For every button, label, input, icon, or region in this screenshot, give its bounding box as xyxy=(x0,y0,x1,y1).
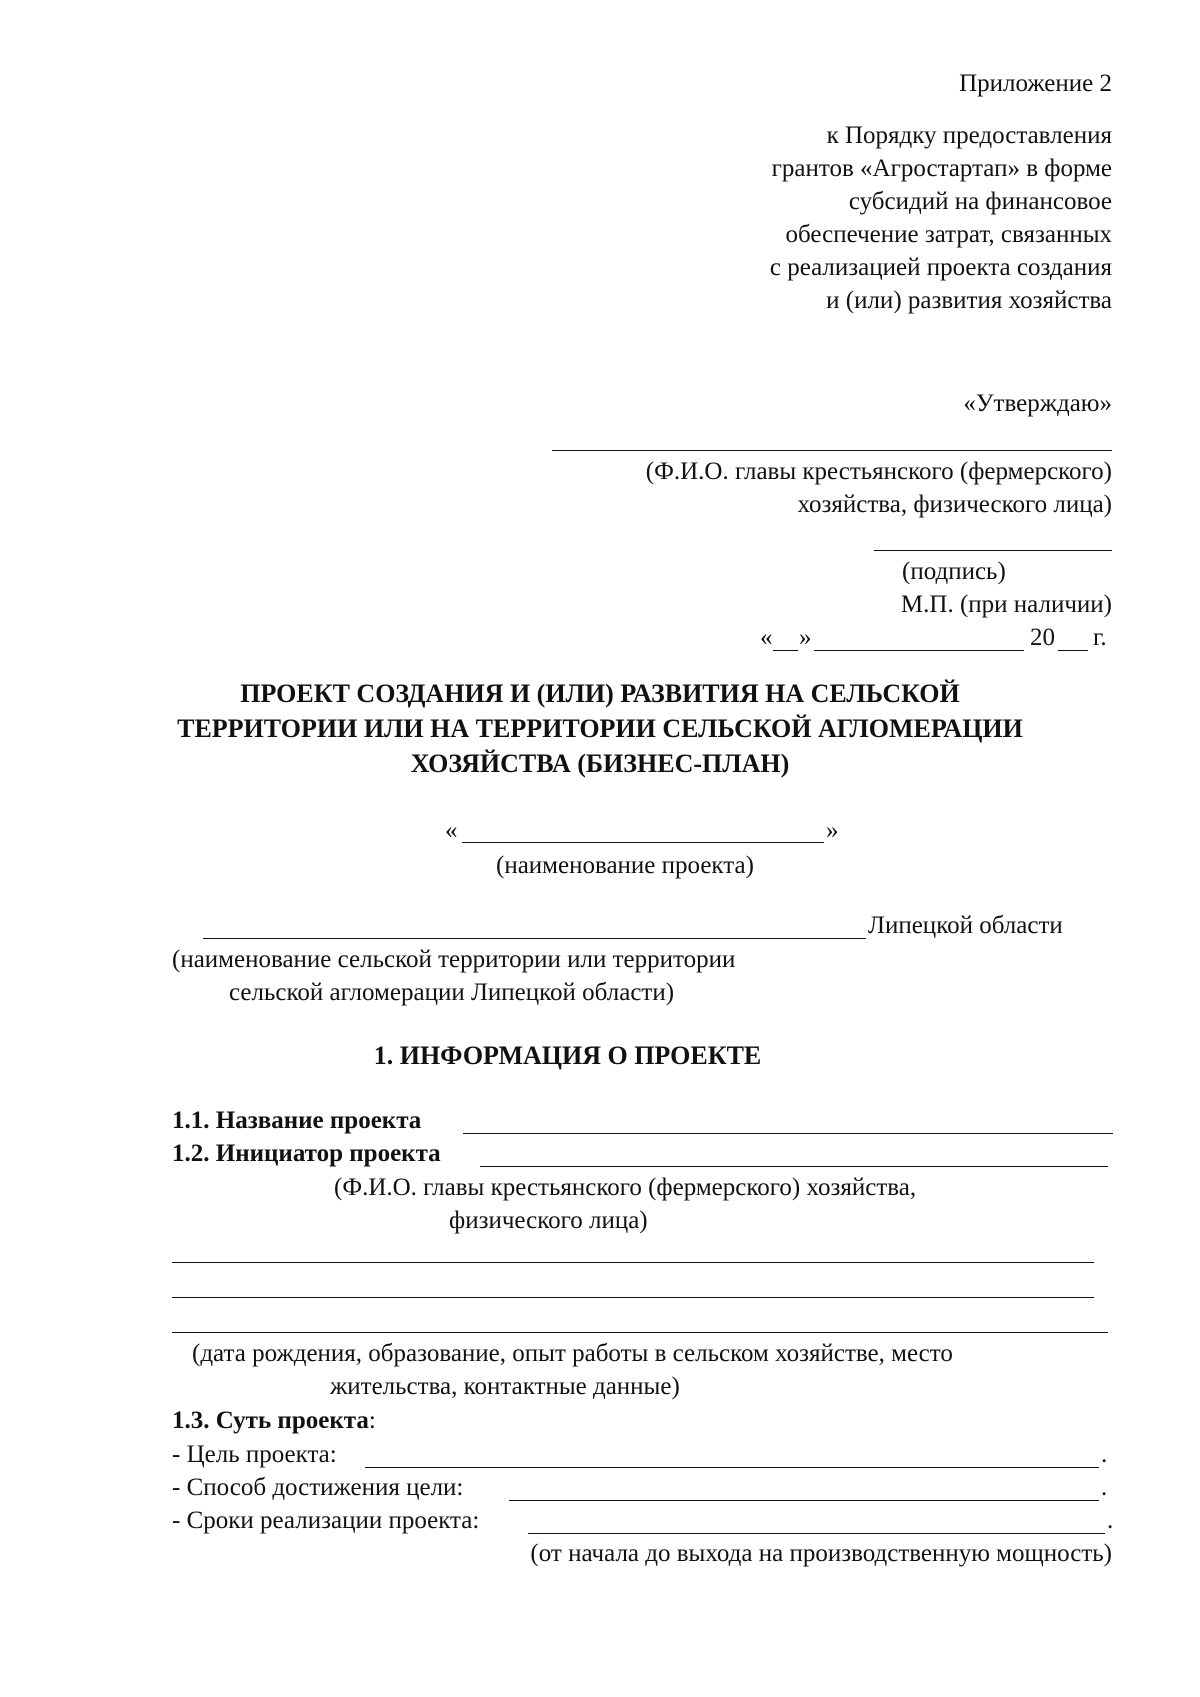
territory-caption: сельской агломерации Липецкой области) xyxy=(229,979,675,1006)
reference-line: к Порядку предоставления xyxy=(826,122,1112,149)
timeline-caption: (от начала до выхода на производственную мощность) xyxy=(530,1540,1112,1567)
project-name-open-quote: « xyxy=(445,817,458,844)
initiator-caption: физического лица) xyxy=(449,1207,648,1234)
goal-field[interactable] xyxy=(365,1467,1099,1468)
territory-field[interactable] xyxy=(203,938,866,939)
date-open-quote: « xyxy=(760,624,773,651)
appendix-label: Приложение 2 xyxy=(959,70,1112,97)
reference-line: и (или) развития хозяйства xyxy=(826,287,1112,314)
title-line: ТЕРРИТОРИИ ИЛИ НА ТЕРРИТОРИИ СЕЛЬСКОЙ АГЛОМЕРАЦИИ xyxy=(177,714,1023,743)
date-month-field[interactable] xyxy=(814,650,1024,651)
date-year-field[interactable] xyxy=(1058,650,1088,651)
fio-caption: (Ф.И.О. главы крестьянского (фермерского) xyxy=(645,458,1112,485)
initiator-label: 1.2. Инициатор проекта xyxy=(172,1140,441,1167)
project-name-field[interactable] xyxy=(462,842,824,843)
date-close-quote: » xyxy=(799,624,812,651)
approval-title: «Утверждаю» xyxy=(963,390,1112,417)
date-year-suffix: г. xyxy=(1093,624,1107,651)
project-name-caption: (наименование проекта) xyxy=(496,852,754,879)
timeline-field[interactable] xyxy=(528,1533,1105,1534)
timeline-label: - Сроки реализации проекта: xyxy=(172,1507,480,1534)
seal-caption: М.П. (при наличии) xyxy=(900,591,1112,618)
reference-line: с реализацией проекта создания xyxy=(769,254,1112,281)
fio-caption: хозяйства, физического лица) xyxy=(797,491,1112,518)
project-title-field[interactable] xyxy=(463,1133,1113,1134)
title-line: ПРОЕКТ СОЗДАНИЯ И (ИЛИ) РАЗВИТИЯ НА СЕЛЬСКОЙ xyxy=(240,679,960,708)
method-field[interactable] xyxy=(509,1500,1099,1501)
fio-signature-line[interactable] xyxy=(552,450,1112,451)
line-end-dot: . xyxy=(1101,1474,1108,1501)
goal-label: - Цель проекта: xyxy=(172,1441,337,1468)
initiator-details-field[interactable] xyxy=(172,1332,1108,1333)
reference-line: грантов «Агростартап» в форме xyxy=(771,155,1112,182)
reference-line: субсидий на финансовое xyxy=(848,188,1112,215)
details-caption: жительства, контактные данные) xyxy=(330,1373,680,1400)
territory-region: Липецкой области xyxy=(868,912,1063,939)
date-day-field[interactable] xyxy=(773,650,798,651)
title-line: ХОЗЯЙСТВА (БИЗНЕС-ПЛАН) xyxy=(410,749,790,778)
reference-line: обеспечение затрат, связанных xyxy=(785,221,1112,248)
signature-line[interactable] xyxy=(874,550,1112,551)
date-year-prefix: 20 xyxy=(1030,624,1055,651)
project-essence-heading xyxy=(172,1405,376,1437)
initiator-field[interactable] xyxy=(480,1166,1108,1167)
project-essence-colon: : xyxy=(368,1407,376,1434)
details-caption: (дата рождения, образование, опыт работы в сельском хозяйстве, место xyxy=(192,1340,953,1367)
project-name-close-quote: » xyxy=(826,817,839,844)
project-essence-label: 1.3. Суть проекта xyxy=(172,1407,369,1434)
signature-caption: (подпись) xyxy=(902,558,1006,585)
method-label: - Способ достижения цели: xyxy=(172,1474,464,1501)
section-heading: 1. ИНФОРМАЦИЯ О ПРОЕКТЕ xyxy=(373,1041,762,1070)
line-end-dot: . xyxy=(1107,1507,1114,1534)
initiator-details-field[interactable] xyxy=(172,1262,1094,1263)
initiator-details-field[interactable] xyxy=(172,1297,1094,1298)
line-end-dot: . xyxy=(1101,1441,1108,1468)
project-title-label: 1.1. Название проекта xyxy=(172,1107,422,1134)
initiator-caption: (Ф.И.О. главы крестьянского (фермерского) хозяйства, xyxy=(334,1174,917,1201)
territory-caption: (наименование сельской территории или территории xyxy=(172,946,736,973)
